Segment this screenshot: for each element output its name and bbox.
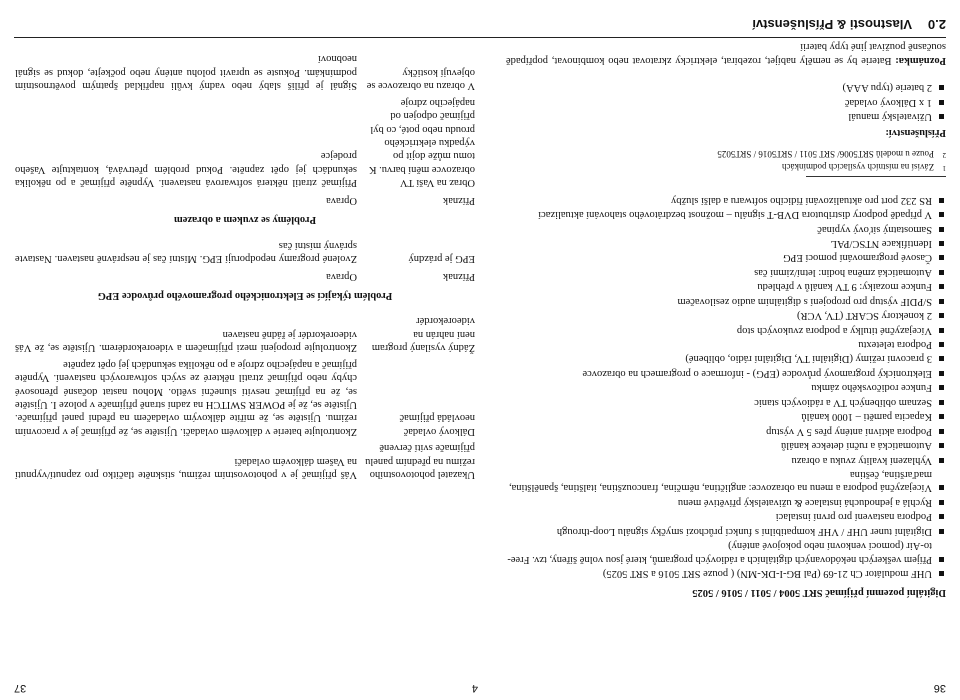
bullet-square-icon xyxy=(939,270,944,275)
footnote-2: 2Pouze u modelů SRT5006/ SRT 5011 / SRT5016 / SRT5025 xyxy=(717,149,946,160)
feature-item: Vyhlazení kvality zvuku a obrazu xyxy=(506,453,946,466)
feature-item: UHF modulátor Ch 21-69 (Pal BG-I-DK-MN) ( pouze SRT 5016 a SRT 5025) xyxy=(506,567,946,580)
bullet-square-icon xyxy=(939,198,944,203)
bullet-square-icon xyxy=(939,557,944,562)
accessories-heading: Příslušenství: xyxy=(885,126,946,138)
feature-item: Kapacita paměti – 1000 kanálů xyxy=(506,410,946,423)
feature-item: Příjem veškerých nekódovaných digitálních a rádiových programů, které jsou volně šířeny, tzv. Free-to-Air (pomocí venkovní nebo pokojové antény) xyxy=(506,539,946,566)
feature-item: S/PDIF výstup pro propojení s digitálním audio zesilovačem xyxy=(506,294,946,307)
bullet-square-icon xyxy=(939,500,944,505)
bullet-square-icon xyxy=(939,443,944,448)
feature-item: Automatická a ruční detekce kanálů xyxy=(506,439,946,452)
feature-item: Vícejazyčná podpora a menu na obrazovce: angličtina, němčina, francouzština, italština, španělština, maďarština, čeština xyxy=(506,468,946,495)
accessories-list xyxy=(506,81,946,123)
bullet-square-icon xyxy=(939,284,944,289)
bullet-square-icon xyxy=(939,114,944,119)
page-number-center: 4 xyxy=(471,682,478,694)
battery-note: Poznámka: Baterie by se neměly nabíjet, rozebírat, elektricky zkratovat nebo kombinovat, popřípadě současně používat jiné typy baterií xyxy=(506,41,946,66)
feature-item: Podpora aktivní antény přes 5 V výstup xyxy=(506,424,946,437)
feature-item: Rychlá a jednoduchá instalace & uživatelský přívětivé menu xyxy=(506,495,946,508)
bullet-square-icon xyxy=(939,227,944,232)
bullet-square-icon xyxy=(939,342,944,347)
bullet-square-icon xyxy=(939,313,944,318)
feature-item: Podpora nastavení pro první instalaci xyxy=(506,510,946,523)
feature-item: Podpora teletextu xyxy=(506,338,946,351)
feature-item: Digitální tuner UHF / VHF kompatibilní s funkcí průchozí smyčky signálu Loop-through xyxy=(506,524,946,537)
feature-item: 3 pracovní režimy (Digitální TV, Digitální rádio, oblíbené) xyxy=(506,352,946,365)
bullet-square-icon xyxy=(939,299,944,304)
bullet-square-icon xyxy=(939,414,944,419)
feature-item: 2 konektory SCART (TV, VCR) xyxy=(506,309,946,322)
accessory-item: 1 x Dálkový ovladač xyxy=(506,95,946,108)
bullet-square-icon xyxy=(939,255,944,260)
features-column xyxy=(506,40,946,599)
feature-item: Funkce mozaiky: 9 TV kanálů v přehledu xyxy=(506,280,946,293)
section-title xyxy=(752,15,946,32)
page-header xyxy=(14,679,946,697)
feature-item: Funkce rodičovského zámku xyxy=(506,381,946,394)
bullet-square-icon xyxy=(939,429,944,434)
feature-item: V případě podpory distributora DVB-T signálu – možnost bezdrátového stahování aktualizací xyxy=(506,208,946,221)
feature-item: Automatická změna hodin: letní/zimní čas xyxy=(506,265,946,278)
footnote-rule xyxy=(806,176,946,177)
page-number-left: 36 xyxy=(933,682,946,694)
bullet-square-icon xyxy=(939,485,944,490)
feature-item: Identifikace NTSC/PAL xyxy=(506,237,946,250)
bullet-square-icon xyxy=(939,571,944,576)
accessory-item: 2 baterie (typu AAA) xyxy=(506,81,946,94)
bullet-square-icon xyxy=(939,85,944,90)
title-rule xyxy=(14,37,946,38)
feature-item: Seznam oblíbených TV a rádiových stanic xyxy=(506,395,946,408)
feature-item: Vícejazyčné titulky a podpora zvukových stop xyxy=(506,323,946,336)
bullet-square-icon xyxy=(939,328,944,333)
footnote-1: 1Závisí na místních vysílacích podmínkách xyxy=(782,162,946,173)
bullet-square-icon xyxy=(939,100,944,105)
bullet-square-icon xyxy=(939,400,944,405)
accessories-block xyxy=(506,81,946,139)
bullet-square-icon xyxy=(939,514,944,519)
trouble-epg: Problém týkající se Elektronického programového průvodce EPG Příznak Oprava EPG je prázdný Zvolené programy nepodporují EPG. Místní čas je nesprávně nastaven. Nastavte správný místní čas xyxy=(15,239,475,301)
bullet-square-icon xyxy=(939,371,944,376)
bullet-square-icon xyxy=(939,212,944,217)
page-number-right: 37 xyxy=(14,682,27,694)
bullet-square-icon xyxy=(939,458,944,463)
trouble-av: Problémy se zvukem a obrazem Příznak Oprava Obraz na Vaší TV obrazovce mění barvu. K tomu může dojít po výpadku elektrického proudu nebo poté, co byl přijímač odpojen od napájecího zdroje Přijímač ztratil některá softwarová nastavení. Vypněte přijímač a po několika sekundách jej opět zapněte. Pokud problém přetrvává, kontaktujte Vašeho prodejce V obrazu na obrazovce se objevují kostičky Signál je příliš slabý nebo vadný kvůli například špatným povětrnostním podmínkám. Pokuste se upravit polohu antény nebo počkejte, dokud se signál neobnoví xyxy=(15,53,475,226)
feature-list xyxy=(506,193,946,580)
feature-item: Samostatný síťový vypínač xyxy=(506,222,946,235)
features-heading: Digitální pozemní přijímač SRT 5004 / 5011 / 5016 / 5025 xyxy=(692,587,946,599)
bullet-square-icon xyxy=(939,356,944,361)
bullet-square-icon xyxy=(939,385,944,390)
section-number: 2.0 xyxy=(927,17,946,32)
bullet-square-icon xyxy=(939,529,944,534)
bullet-square-icon xyxy=(939,241,944,246)
accessory-item: Uživatelský manuál xyxy=(506,110,946,123)
section-heading: Vlastnosti & Příslušenství xyxy=(752,17,912,32)
trouble-remote: Ukazatel pohotovostního režimu na předním panelu přijímače svítí červeně Váš přijímač je v pohotovostním režimu, stiskněte tlačítko pro zapnutí/vypnutí na Vašem dálkovém ovladači Dálkový ovladač neovládá přijímač Zkontrolujte baterie v dálkovém ovladači. Ujistěte se, že přijímač je v pracovním režimu. Ujistěte se, že míříte dálkovým ovladačem na přední panel přijímače. Ujistěte se, že je POWER SWITCH na zadní straně přijímače v poloze I. Ujistěte se, že na přijímač nesvítí sluneční světlo. Mohou nastat dočasné přenosové chyby nebo přijímač ztratil některé ze svých softwarových nastavení. Vypněte přijímač a napájecího zdroje a po několika sekundách jej opět zapněte Žádný vysílaný program není nahrán na videorekordér Zkontrolujte propojení mezi přijímačem a videorekordérem. Ujistěte se, že Váš videorekordér je řádně nastaven xyxy=(15,315,475,481)
feature-item: Elektronický programový průvodce (EPG) - informace o programech na obrazovce xyxy=(506,366,946,379)
troubleshooting-column xyxy=(15,40,475,481)
feature-item: Časové programování pomocí EPG xyxy=(506,251,946,264)
feature-item: RS 232 port pro aktualizování řídicího softwaru a další služby xyxy=(506,193,946,206)
